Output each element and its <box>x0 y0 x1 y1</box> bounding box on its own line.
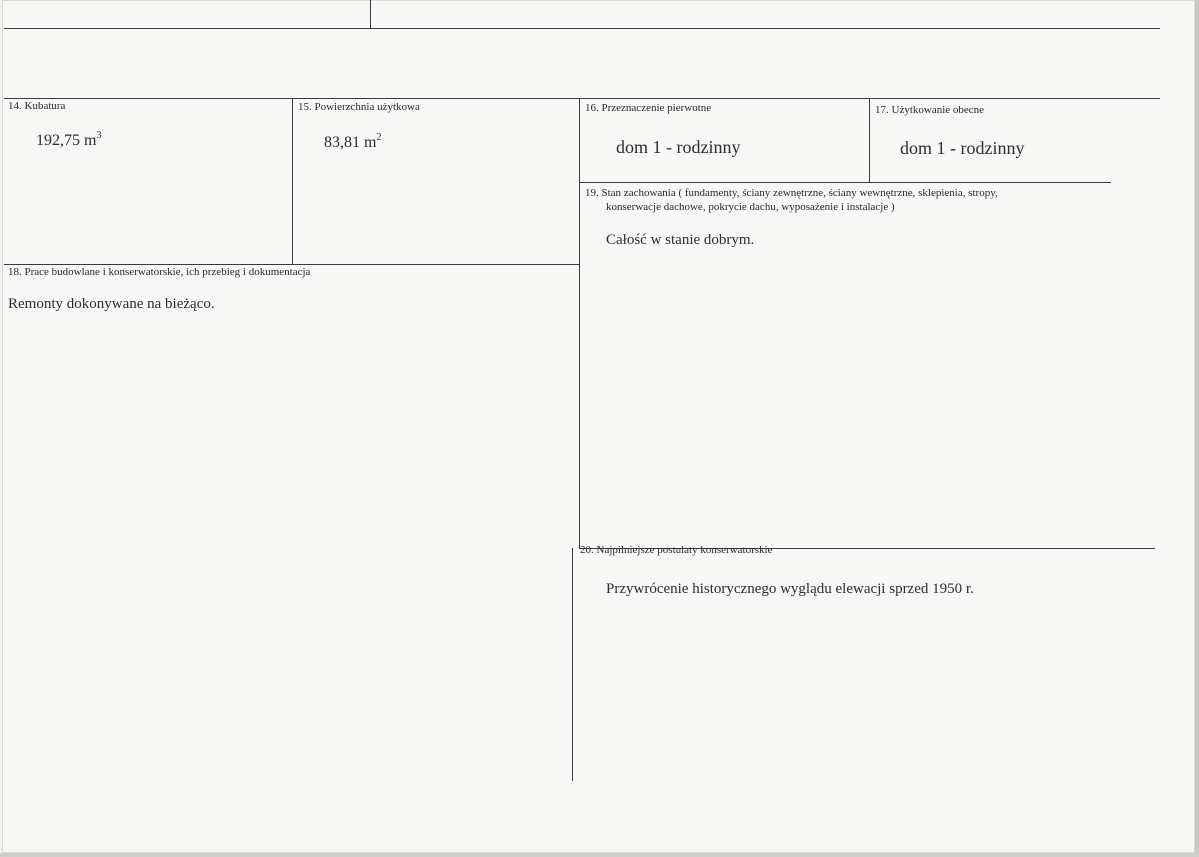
field-14-value <box>36 131 101 150</box>
field-15-exponent: 2 <box>376 132 382 143</box>
field-14-label: 14. Kubatura <box>8 100 66 112</box>
top-divider-vertical <box>370 0 371 29</box>
rule-top-18 <box>4 264 580 265</box>
field-14-exponent: 3 <box>96 130 102 141</box>
field-18-value: Remonty dokonywane na bieżąco. <box>8 296 215 312</box>
record-card <box>2 0 1195 853</box>
scan-edge-right <box>1195 0 1199 857</box>
field-16-value: dom 1 - rodzinny <box>616 137 741 157</box>
field-18-label: 18. Prace budowlane i konserwatorskie, ich przebieg i dokumentacja <box>8 266 311 278</box>
field-17-label: 17. Użytkowanie obecne <box>875 104 985 116</box>
divider-main <box>579 98 580 548</box>
divider-main-lower <box>572 548 573 781</box>
field-19-label: 19. Stan zachowania ( fundamenty, ściany zewnętrzne, ściany wewnętrzne, sklepienia, stropy, <box>585 187 998 199</box>
divider-14-15 <box>292 98 293 264</box>
field-15-label: 15. Powierzchnia użytkowa <box>298 101 420 113</box>
row-top-rule <box>4 98 1160 99</box>
top-rule <box>4 28 1160 29</box>
field-20-label: 20. Najpilniejsze postulaty konserwatorskie <box>580 544 773 556</box>
field-20-value: Przywrócenie historycznego wyglądu elewacji sprzed 1950 r. <box>606 581 974 597</box>
field-15-number: 83,81 m <box>324 134 377 151</box>
field-15-value <box>324 133 381 152</box>
scan-edge-bottom <box>0 853 1199 857</box>
field-16-label: 16. Przeznaczenie pierwotne <box>585 102 712 114</box>
field-14-number: 192,75 m <box>36 132 97 149</box>
field-19-label-line2: konserwacje dachowe, pokrycie dachu, wyposażenie i instalacje ) <box>606 201 895 213</box>
rule-under-16-17 <box>579 182 1111 183</box>
field-19-value: Całość w stanie dobrym. <box>606 232 755 248</box>
divider-16-17 <box>869 98 870 182</box>
field-17-value: dom 1 - rodzinny <box>900 138 1025 158</box>
